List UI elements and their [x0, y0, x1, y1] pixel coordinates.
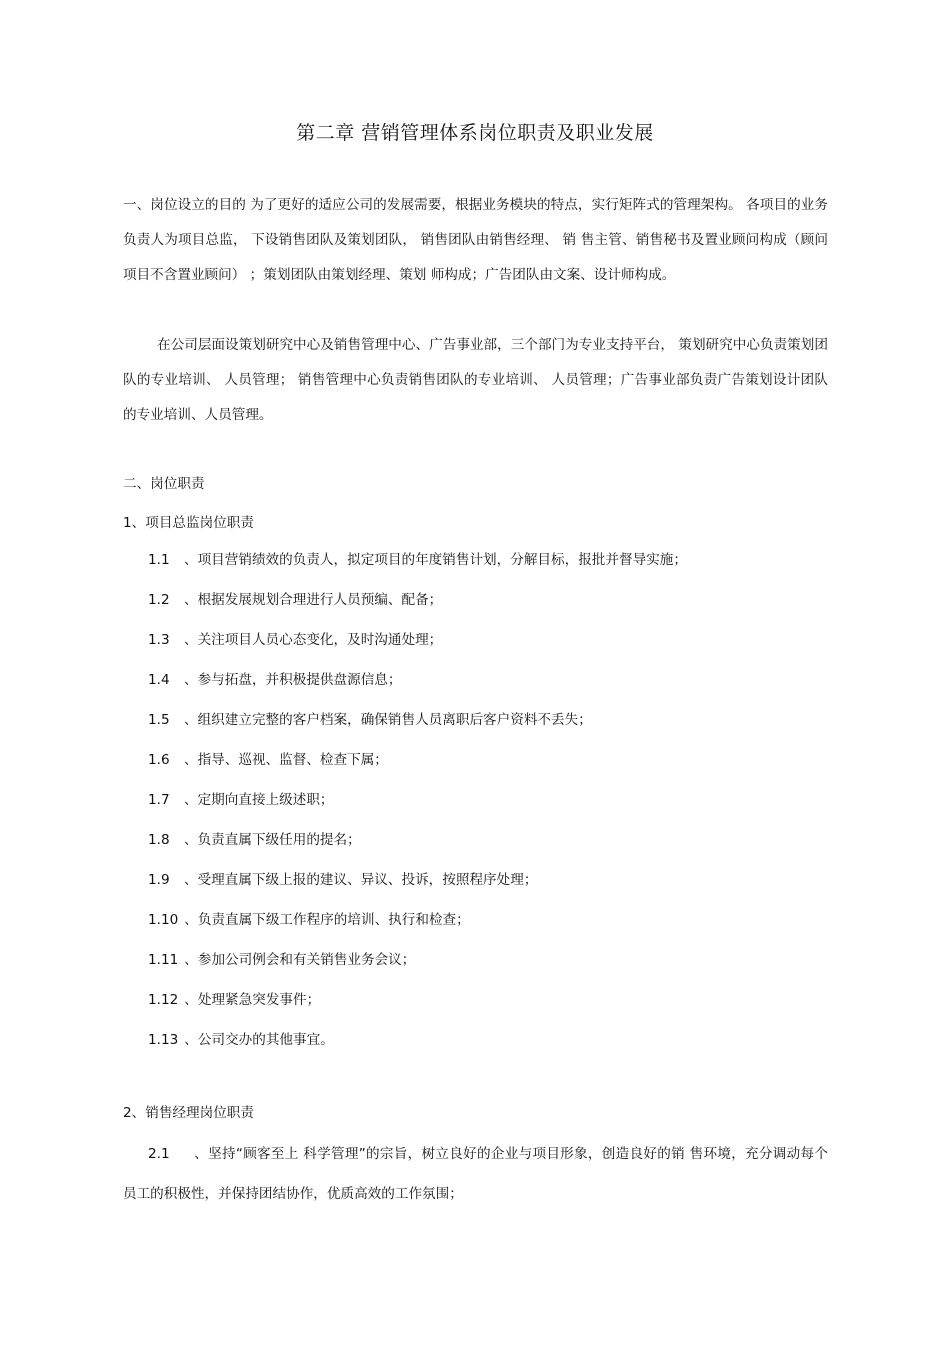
item-number: 2.1	[148, 1146, 170, 1162]
item-number: 1.11	[148, 952, 179, 968]
item-number: 1.6	[148, 752, 170, 768]
duty-item	[148, 543, 687, 583]
sales-manager-duty-item	[123, 1134, 828, 1214]
subsection-heading-sales-manager: 2、销售经理岗位职责	[123, 1105, 254, 1121]
duty-item	[148, 903, 687, 943]
item-text: 、处理紧急突发事件；	[184, 992, 321, 1008]
item-number: 1.7	[148, 792, 170, 808]
purpose-paragraph: 一、岗位设立的目的 为了更好的适应公司的发展需要，根据业务模块的特点，实行矩阵式的管理架构。 各项目的业务负责人为项目总监， 下设销售团队及策划团队， 销售团队由销售经理、 销 售主管、销售秘书及置业顾问构成（顾问项目不含置业顾问） ；策划团队由策划经理、策划 师构成；广告团队由文案、设计师构成。	[123, 197, 828, 283]
item-number: 1.10	[148, 912, 179, 928]
duty-item	[148, 583, 687, 623]
item-text: 、组织建立完整的客户档案，确保销售人员离职后客户资料不丢失；	[184, 712, 592, 728]
item-text: 、负责直属下级工作程序的培训、执行和检查；	[184, 912, 470, 928]
duty-item	[148, 703, 687, 743]
item-text: 、受理直属下级上报的建议、异议、投诉，按照程序处理；	[184, 872, 538, 888]
item-text: 、指导、巡视、监督、检查下属；	[184, 752, 388, 768]
item-text: 、关注项目人员心态变化，及时沟通处理；	[184, 632, 443, 648]
duty-item	[148, 823, 687, 863]
duty-item	[148, 663, 687, 703]
item-text: 、根据发展规划合理进行人员预编、配备；	[184, 592, 443, 608]
duty-item	[148, 983, 687, 1023]
item-number: 1.13	[148, 1032, 179, 1048]
chapter-title: 第二章 营销管理体系岗位职责及职业发展	[296, 122, 654, 144]
item-text: 、参加公司例会和有关销售业务会议；	[184, 952, 416, 968]
project-director-duty-list	[148, 543, 687, 1063]
item-number: 1.5	[148, 712, 170, 728]
duty-item	[148, 943, 687, 983]
subsection-heading-project-director: 1、项目总监岗位职责	[123, 515, 254, 531]
item-text: 、项目营销绩效的负责人，拟定项目的年度销售计划，分解目标，报批并督导实施；	[184, 552, 687, 568]
duty-item	[148, 743, 687, 783]
support-platform-paragraph: 在公司层面设策划研究中心及销售管理中心、广告事业部，三个部门为专业支持平台， 策划研究中心负责策划团队的专业培训、 人员管理； 销售管理中心负责销售团队的专业培训、 人员管理；广告事业部负责广告策划设计团队的专业培训、人员管理。	[123, 337, 828, 423]
item-number: 1.9	[148, 872, 170, 888]
item-text: 、坚持“顾客至上 科学管理”的宗旨，树立良好的企业与项目形象，创造良好的销 售环境，充分调动每个员工的积极性，并保持团结协作，优质高效的工作氛围；	[123, 1146, 828, 1202]
item-number: 1.2	[148, 592, 170, 608]
item-number: 1.3	[148, 632, 170, 648]
duty-item	[148, 783, 687, 823]
item-number: 1.12	[148, 992, 179, 1008]
item-text: 、负责直属下级任用的提名；	[184, 832, 361, 848]
item-text: 、公司交办的其他事宜。	[184, 1032, 334, 1048]
item-text: 、定期向直接上级述职；	[184, 792, 334, 808]
item-text: 、参与拓盘，并积极提供盘源信息；	[184, 672, 402, 688]
duty-item	[148, 623, 687, 663]
item-number: 1.1	[148, 552, 170, 568]
item-number: 1.4	[148, 672, 170, 688]
item-number: 1.8	[148, 832, 170, 848]
duty-item	[148, 1023, 687, 1063]
duty-item	[148, 863, 687, 903]
section-heading-duties: 二、岗位职责	[123, 476, 205, 492]
